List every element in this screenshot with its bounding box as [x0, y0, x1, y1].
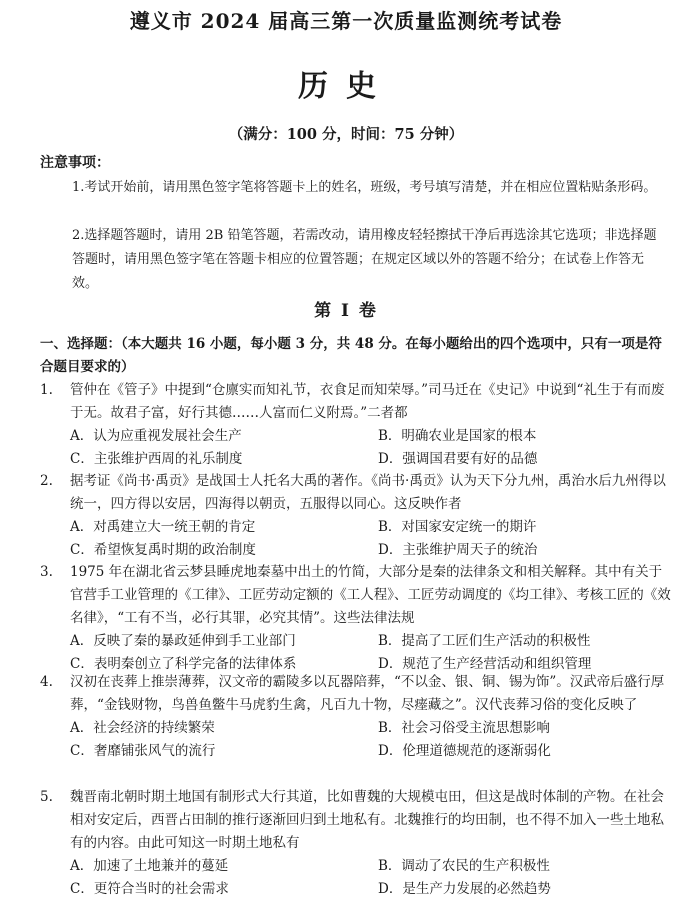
question-1	[40, 379, 672, 471]
question-stem	[40, 379, 672, 425]
question-number: 2.	[40, 473, 53, 489]
option-a[interactable]: A．认为应重视发展社会生产	[70, 428, 242, 444]
option-a[interactable]: A．反映了秦的暴政延伸到手工业部门	[70, 633, 296, 649]
option-a[interactable]: A．加速了土地兼并的蔓延	[70, 858, 229, 874]
notice-item-1: 1.考试开始前，请用黑色签字笔将答题卡上的姓名，班级，考号填写清楚，并在相应位置粘贴条形码。	[72, 180, 657, 195]
option-b[interactable]: B．调动了农民的生产积极性	[378, 858, 550, 874]
question-number: 4.	[40, 674, 53, 690]
option-b[interactable]: B．提高了工匠们生产活动的积极性	[378, 633, 591, 649]
subject-title: 历史	[298, 69, 394, 104]
option-b[interactable]: B．明确农业是国家的根本	[378, 428, 537, 444]
question-4	[40, 671, 672, 763]
question-number: 5.	[40, 789, 53, 805]
option-d[interactable]: D．伦理道德规范的逐渐弱化	[378, 743, 551, 759]
notice-item-2: 2.选择题答题时，请用 2B 铅笔答题，若需改动，请用橡皮轻轻擦拭干净后再选涂其它选项；非选择题答题时，请用黑色签字笔在答题卡相应的位置答题；在规定区域以外的答题不给分；在试卷上作答无效。	[72, 228, 657, 291]
option-c[interactable]: C．更符合当时的社会需求	[70, 881, 229, 897]
question-text: 1975 年在湖北省云梦县睡虎地秦墓中出土的竹简，大部分是秦的法律条文和相关解释。其中有关于官营手工业管理的《工律》、工匠劳动定额的《工人程》、工匠劳动调度的《均工律》、考核工匠的《效名律》，“工有不当，必行其罪，必究其情”。这些法律法规	[70, 564, 671, 626]
question-3	[40, 561, 672, 676]
question-options	[40, 425, 672, 471]
question-text: 管仲在《管子》中提到“仓廪实而知礼节，衣食足而知荣辱。”司马迁在《史记》中说到“礼生于有而废于无。故君子富，好行其德……人富而仁义附焉。”二者都	[70, 382, 665, 421]
score-info: （满分：100 分，时间：75 分钟）	[228, 126, 464, 143]
option-c[interactable]: C．奢靡铺张风气的流行	[70, 743, 216, 759]
question-text: 汉初在丧葬上推崇薄葬，汉文帝的霸陵多以瓦器陪葬，“不以金、银、铜、锡为饰”。汉武帝后盛行厚葬，“金钱财物，鸟兽鱼鳖牛马虎豹生禽，凡百九十物，尽瘗藏之”。汉代丧葬习俗的变化反映了	[70, 674, 665, 713]
question-2	[40, 470, 672, 562]
question-text: 魏晋南北朝时期土地国有制形式大行其道，比如曹魏的大规模屯田，但这是战时体制的产物。在社会相对安定后，西晋占田制的推行逐渐回归到土地私有。北魏推行的均田制，也不得不加入一些土地私有的内容。由此可知这一时期土地私有	[70, 789, 664, 851]
option-a[interactable]: A．社会经济的持续繁荣	[70, 720, 215, 736]
option-c[interactable]: C．表明秦创立了科学完备的法律体系	[70, 656, 297, 672]
option-b[interactable]: B．对国家安定统一的期许	[378, 519, 537, 535]
question-number: 1.	[40, 382, 53, 398]
question-number: 3.	[40, 564, 53, 580]
question-stem	[40, 561, 672, 630]
option-c[interactable]: C．主张维护西周的礼乐制度	[70, 451, 243, 467]
option-d[interactable]: D．是生产力发展的必然趋势	[378, 881, 551, 897]
section-heading: 一、选择题：（本大题共 16 小题，每小题 3 分，共 48 分。在每小题给出的四个选项中，只有一项是符合题目要求的）	[40, 336, 662, 375]
option-b[interactable]: B．社会习俗受主流思想影响	[378, 720, 550, 736]
question-options	[40, 717, 672, 763]
part-title: 第 I 卷	[314, 301, 378, 321]
option-d[interactable]: D．强调国君要有好的品德	[378, 451, 538, 467]
question-options	[40, 516, 672, 562]
question-options	[40, 630, 672, 676]
option-d[interactable]: D．主张维护周天子的统治	[378, 542, 538, 558]
question-options	[40, 855, 672, 901]
option-d[interactable]: D．规范了生产经营活动和组织管理	[378, 656, 592, 672]
option-a[interactable]: A．对禹建立大一统王朝的肯定	[70, 519, 256, 535]
question-text: 据考证《尚书·禹贡》是战国士人托名大禹的著作。《尚书·禹贡》认为天下分九州，禹治水后九州得以统一，四方得以安居，四海得以朝贡，五服得以同心。这反映作者	[70, 473, 666, 512]
question-stem	[40, 786, 672, 855]
notice-heading: 注意事项：	[40, 155, 110, 171]
exam-title: 遵义市 2024 届高三第一次质量监测统考试卷	[129, 9, 563, 33]
question-5	[40, 786, 672, 901]
question-stem	[40, 470, 672, 516]
question-stem	[40, 671, 672, 717]
option-c[interactable]: C．希望恢复禹时期的政治制度	[70, 542, 256, 558]
